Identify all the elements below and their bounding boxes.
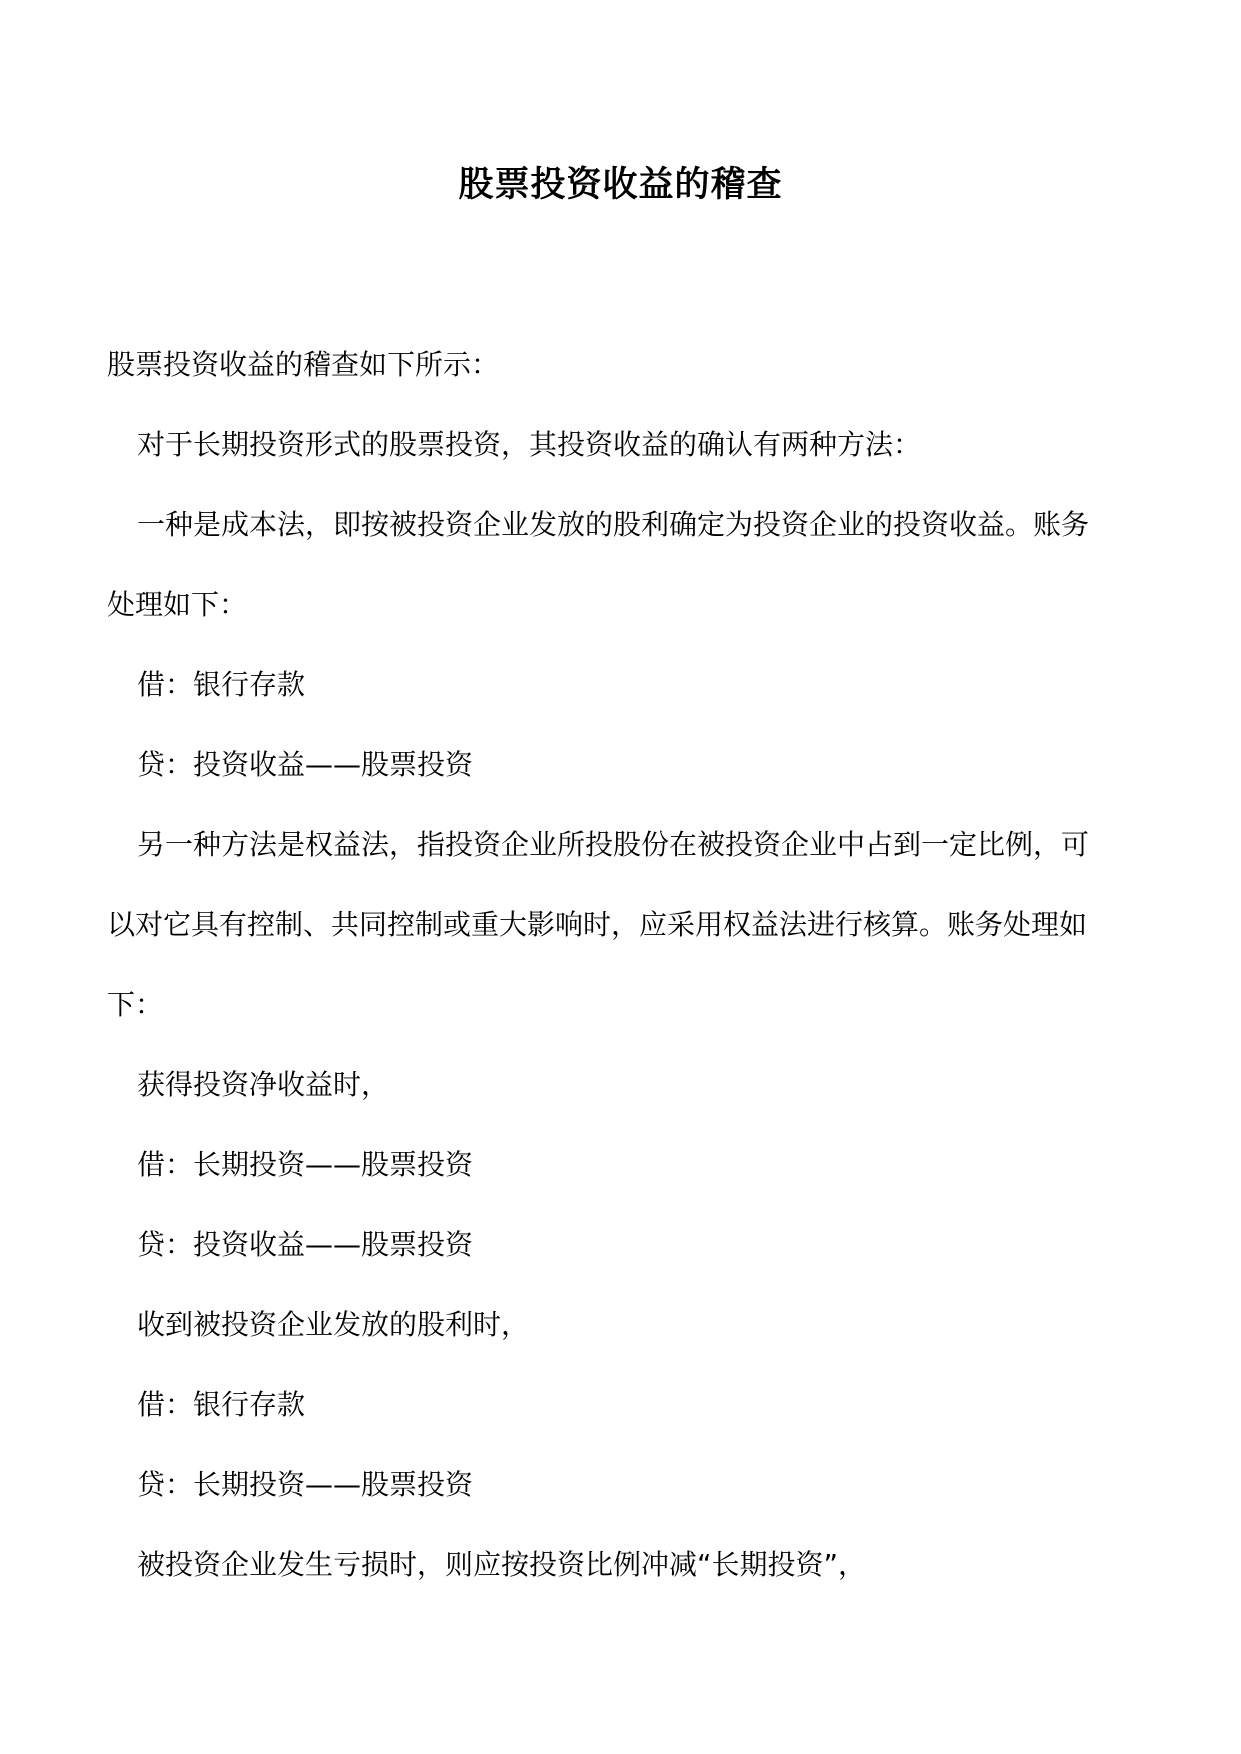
paragraph-line: 贷：投资收益——股票投资	[137, 1228, 474, 1261]
paragraph-line: 贷：投资收益——股票投资	[137, 748, 474, 781]
paragraph-line: 借：银行存款	[137, 668, 306, 701]
paragraph-line: 获得投资净收益时，	[137, 1068, 390, 1101]
paragraph-line: 借：长期投资——股票投资	[137, 1148, 474, 1181]
document-title: 股票投资收益的稽查	[458, 165, 783, 205]
paragraph-line: 借：银行存款	[137, 1388, 306, 1421]
paragraph-line: 以对它具有控制、共同控制或重大影响时，应采用权益法进行核算。账务处理如	[107, 908, 1088, 941]
paragraph-line: 对于长期投资形式的股票投资，其投资收益的确认有两种方法：	[137, 428, 922, 461]
paragraph-line: 股票投资收益的稽查如下所示：	[107, 348, 500, 381]
paragraph-line: 一种是成本法，即按被投资企业发放的股利确定为投资企业的投资收益。账务	[137, 508, 1090, 541]
paragraph-line: 处理如下：	[107, 588, 248, 621]
paragraph-line: 被投资企业发生亏损时，则应按投资比例冲减“长期投资”，	[137, 1548, 867, 1581]
paragraph-line: 下：	[107, 988, 164, 1021]
paragraph-line: 贷：长期投资——股票投资	[137, 1468, 474, 1501]
paragraph-line: 收到被投资企业发放的股利时，	[137, 1308, 530, 1341]
paragraph-line: 另一种方法是权益法，指投资企业所投股份在被投资企业中占到一定比例，可	[137, 828, 1090, 861]
